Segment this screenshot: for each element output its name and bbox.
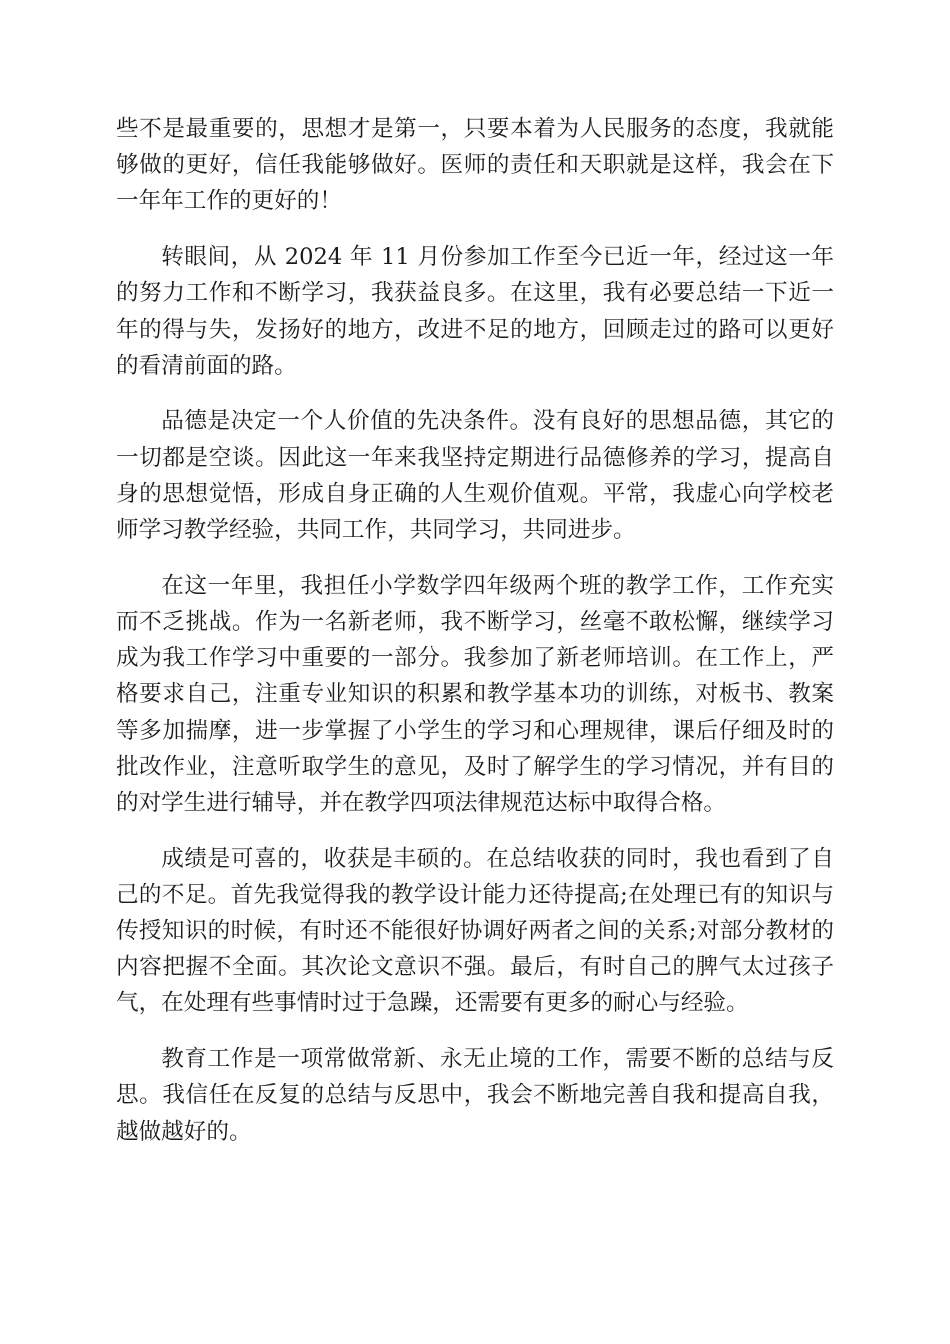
paragraph-teaching-work: 在这一年里，我担任小学数学四年级两个班的教学工作，工作充实而不乏挑战。作为一名新老师，我不断学习，丝毫不敢松懈，继续学习成为我工作学习中重要的一部分。我参加了新老师培训。在工作上，严格要求自己，注重专业知识的积累和教学基本功的训练，对板书、教案等多加揣摩，进一步掌握了小学生的学习和心理规律，课后仔细及时的批改作业，注意听取学生的意见，及时了解学生的学习情况，并有目的的对学生进行辅导，并在教学四项法律规范达标中取得合格。 [116,572,834,816]
paragraph-conclusion: 教育工作是一项常做常新、永无止境的工作，需要不断的总结与反思。我信任在反复的总结与反思中，我会不断地完善自我和提高自我，越做越好的。 [116,1046,834,1145]
paragraph-moral-character: 品德是决定一个人价值的先决条件。没有良好的思想品德，其它的一切都是空谈。因此这一年来我坚持定期进行品德修养的学习，提高自身的思想觉悟，形成自身正确的人生观价值观。平常，我虚心向学校老师学习教学经验，共同工作，共同学习，共同进步。 [116,408,834,544]
paragraph-achievements-shortcomings: 成绩是可喜的，收获是丰硕的。在总结收获的同时，我也看到了自己的不足。首先我觉得我的教学设计能力还待提高;在处理已有的知识与传授知识的时候，有时还不能很好协调好两者之间的关系;对部分教材的内容把握不全面。其次论文意识不强。最后，有时自己的脾气太过孩子气，在处理有些事情时过于急躁，还需要有更多的耐心与经验。 [116,845,834,1017]
paragraph-work-review: 转眼间，从 2024 年 11 月份参加工作至今已近一年，经过这一年的努力工作和不断学习，我获益良多。在这里，我有必要总结一下近一年的得与失，发扬好的地方，改进不足的地方，回顾走过的路可以更好的看清前面的路。 [116,244,834,379]
document-body [116,111,834,1169]
paragraph-continuation: 些不是最重要的，思想才是第一，只要本着为人民服务的态度，我就能够做的更好，信任我能够做好。医师的责任和天职就是这样，我会在下一年年工作的更好的！ [116,116,834,215]
